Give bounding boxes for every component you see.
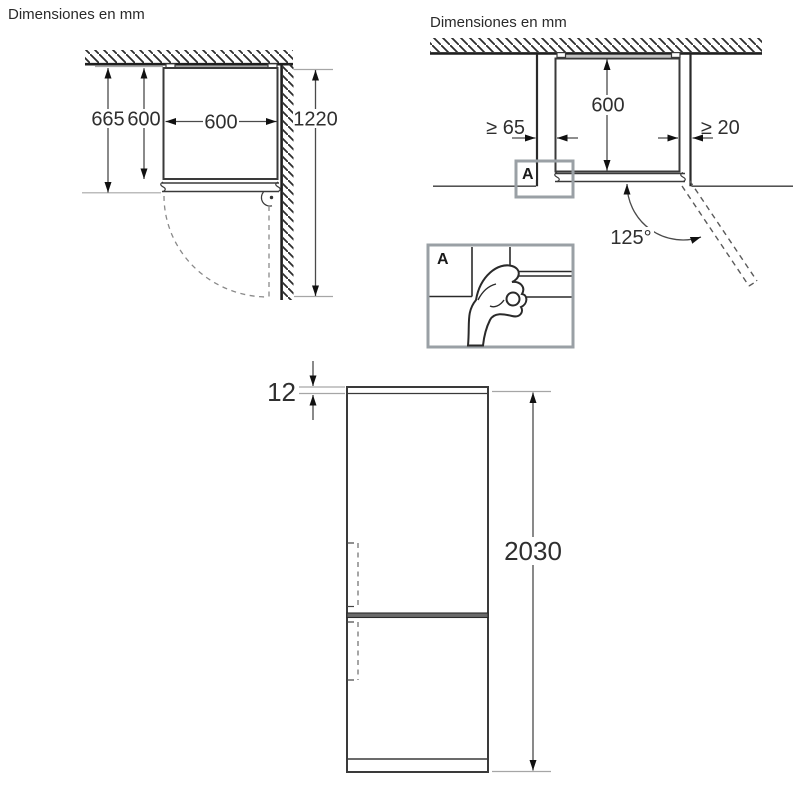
dim-label-ge65: ≥ 65 [486,117,525,139]
dim-label-125deg: 125° [610,227,652,249]
hinge-block-right [672,53,681,58]
drawing-title: Dimensiones en mm [8,6,145,23]
top-right-plan-view [428,14,793,347]
dim-label-665: 665 [91,108,125,131]
side-wall-hatch [283,64,294,300]
detail-a-marker-label: A [522,166,534,183]
dim-label-2030: 2030 [504,536,562,566]
hinge-arc [261,192,272,206]
dim-label-600: 600 [591,94,625,117]
top-left-plan-view [8,6,338,300]
detail-view-label: A [437,251,449,268]
door-swing-arc [164,196,266,297]
front-view [267,361,565,772]
rear-wall-hatch [430,38,762,52]
dim-label-600-width: 600 [204,111,238,134]
rear-wall-hatch [85,50,293,64]
dim-label-12: 12 [267,377,296,407]
hinge-block-left [557,53,566,58]
detail-a-view [428,245,573,347]
open-door-dashed [682,181,757,287]
appliance-front-outline [347,387,488,772]
drawing-title: Dimensiones en mm [430,14,567,31]
dim-label-600-depth: 600 [127,108,161,131]
compartment-divider [347,613,488,618]
dim-label-ge20: ≥ 20 [701,117,740,139]
hinge-pivot-dot [270,196,273,199]
dim-label-1220: 1220 [293,108,338,131]
